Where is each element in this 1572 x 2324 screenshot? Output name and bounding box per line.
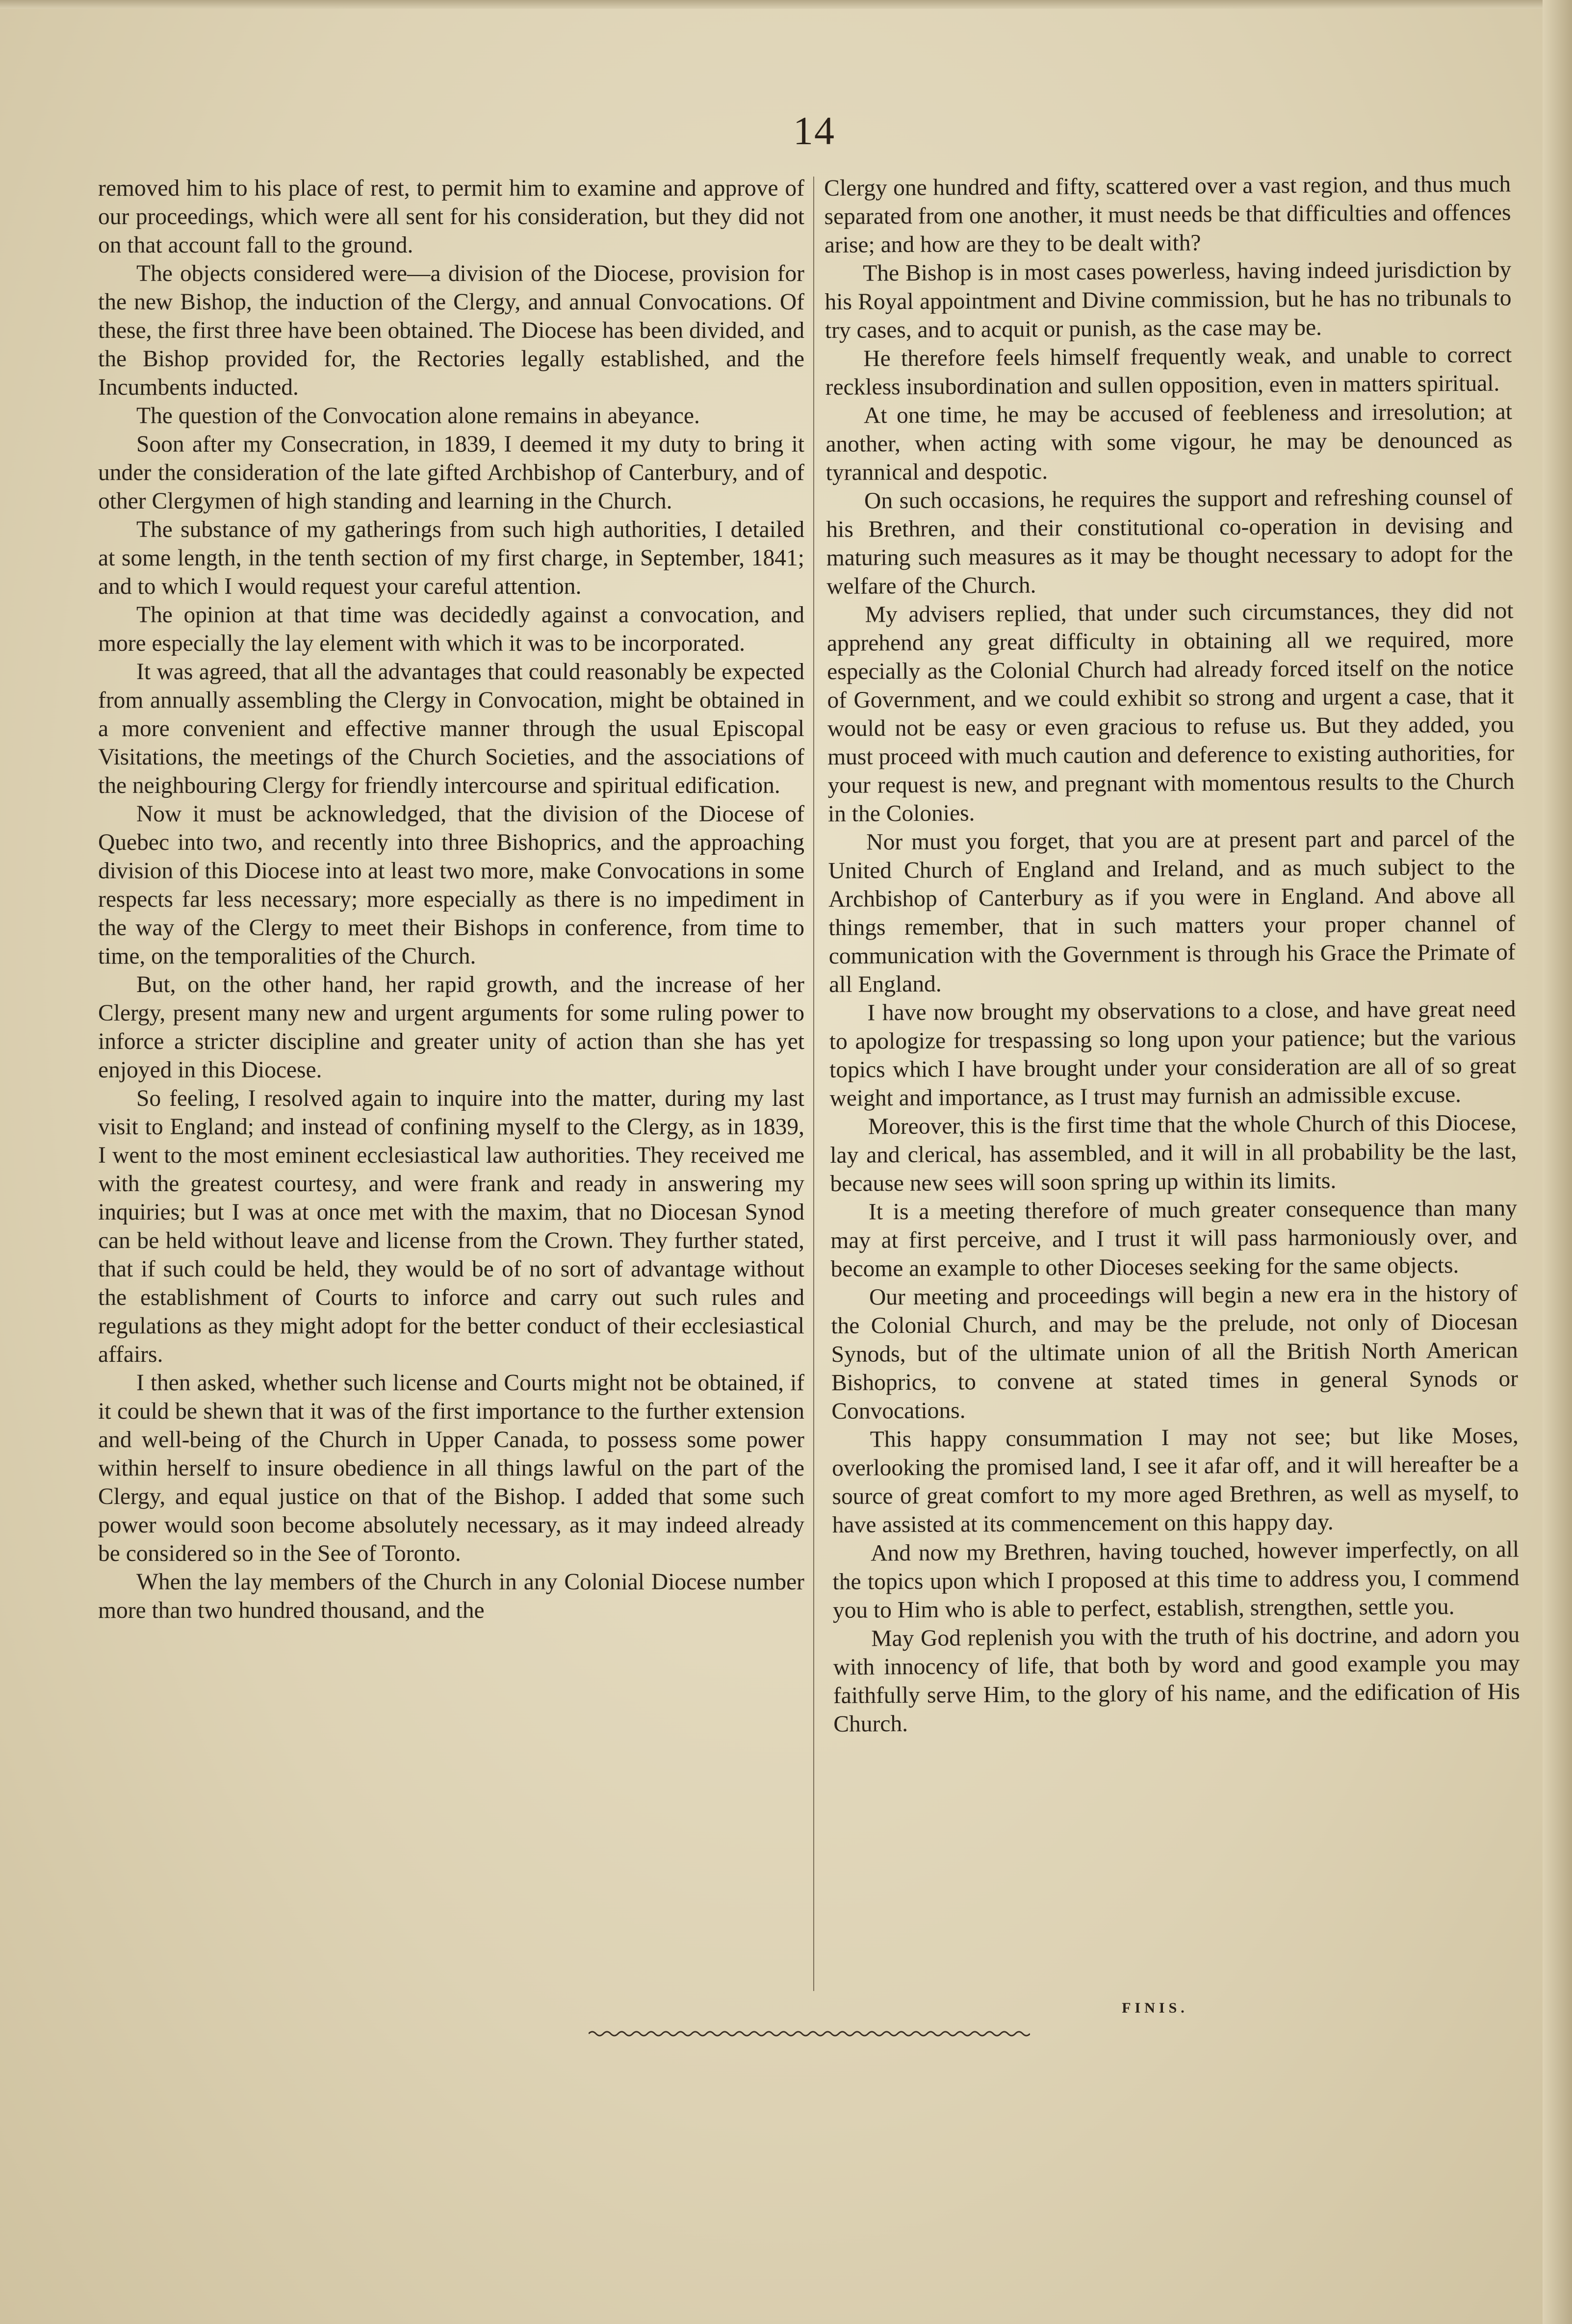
paragraph: At one time, he may be accused of feebleness and irresolution; at another, when acting with some vigour, he may be denounced as tyrannical and despotic. xyxy=(825,399,1513,485)
paragraph: Now it must be acknowledged, that the division of the Diocese of Quebec into two, and recently into three Bishoprics, and the approaching division of this Diocese into at least two more, make Convocations in some respects far less necessary; more especially as there is no impediment in the way of the Clergy to meet their Bishops in conference, from time to time, on the temporalities of the Church. xyxy=(98,801,804,969)
paragraph: Our meeting and proceedings will begin a new era in the history of the Colonial Church, and may be the prelude, not only of Diocesan Synods, but of the ultimate union of all the British North American Bishoprics, to convene at stated times in general Synods or Convocations. xyxy=(831,1280,1519,1424)
paragraph: The question of the Convocation alone remains in abeyance. xyxy=(136,403,700,429)
column-divider xyxy=(813,177,814,1991)
paragraph: It is a meeting therefore of much greater consequence than many may at first perceive, and I trust it will pass harmoniously over, and become an example to other Dioceses seeking for the same objects. xyxy=(830,1195,1518,1282)
paragraph: My advisers replied, that under such circumstances, they did not apprehend any great difficulty in obtaining all we required, more especially as the Colonial Church had already forced itself on the notice of Government, and we could exhibit so strong and urgent a case, that it would not be easy or even gracious to refuse us. But they added, you must proceed with much caution and deference to existing authorities, for your request is new, and pregnant with momentous results to the Church in the Colonies. xyxy=(826,598,1515,827)
page-top-edge xyxy=(0,0,1572,9)
paragraph: And now my Brethren, having touched, however imperfectly, on all the topics upon which I proposed at this time to address you, I commend you to Him who is able to perfect, establish, strengthen, settle you. xyxy=(832,1536,1520,1623)
paragraph: Moreover, this is the first time that the whole Church of this Diocese, lay and clerical, has assembled, and it will in all probability be the last, because new sees will soon spring up within its limits. xyxy=(830,1110,1517,1197)
paragraph: Clergy one hundred and fifty, scattered over a vast region, and thus much separated from one another, it must needs be that difficulties and offences arise; and how are they to be dealt with? xyxy=(824,171,1511,258)
paragraph: May God replenish you with the truth of his doctrine, and adorn you with innocency of life, that both by word and good example you may faithfully serve Him, to the glory of his name, and the edification of His Church. xyxy=(833,1622,1520,1737)
left-column xyxy=(98,174,804,1625)
paragraph: The Bishop is in most cases powerless, having indeed jurisdiction by his Royal appointment and Divine commission, but he has no tribunals to try cases, and to acquit or punish, as the case may be. xyxy=(825,256,1512,343)
paragraph: It was agreed, that all the advantages that could reasonably be expected from annually assembling the Clergy in Convocation, might be obtained in a more convenient and effective manner through the usual Episcopal Visitations, the meetings of the Church Societies, and the associations of the neighbouring Clergy for friendly intercourse and spiritual edification. xyxy=(98,659,804,798)
paragraph: The substance of my gatherings from such high authorities, I detailed at some length, in the tenth section of my first charge, in September, 1841; and to which I would request your careful attention. xyxy=(98,517,804,599)
finis-label: FINIS. xyxy=(1122,2000,1188,2016)
paragraph: But, on the other hand, her rapid growth, and the increase of her Clergy, present many new and urgent arguments for some ruling power to inforce a stricter discipline and greater unity of action than she has yet enjoyed in this Diocese. xyxy=(98,972,804,1083)
paragraph: Nor must you forget, that you are at present part and parcel of the United Church of England and Ireland, and as much subject to the Archbishop of Canterbury as if you were in England. And above all things remember, that in such matters your proper channel of communication with the Government is through his Grace the Primate of all England. xyxy=(828,825,1516,997)
paragraph: On such occasions, he requires the support and refreshing counsel of his Brethren, and their constitutional co-operation in devising and maturing such measures as it may be thought necessary to adopt for the welfare of the Church. xyxy=(826,484,1513,599)
paragraph: removed him to his place of rest, to permit him to examine and approve of our proceedings, which were all sent for his consideration, but they did not on that account fall to the ground. xyxy=(98,176,804,258)
paragraph: So feeling, I resolved again to inquire into the matter, during my last visit to England; and instead of confining myself to the Clergy, as in 1839, I went to the most eminent ecclesiastical law authorities. They received me with the greatest courtesy, and were frank and ready in answering my inquiries; but I was at once met with the maxim, that no Diocesan Synod can be held without leave and license from the Crown. They further stated, that if such could be held, they would be of no sort of advantage without the establishment of Courts to inforce and carry out such rules and regulations as they might adopt for the better conduct of their ecclesiastical affairs. xyxy=(98,1086,804,1367)
paragraph: I have now brought my observations to a close, and have great need to apologize for trespassing so long upon your patience; but the various topics which I have brought under your consideration are all of so great weight and importance, as I trust may furnish an admissible excuse. xyxy=(829,996,1517,1111)
wavy-rule-ornament xyxy=(589,2028,1030,2040)
paragraph: Soon after my Consecration, in 1839, I deemed it my duty to bring it under the consideration of the late gifted Archbishop of Canterbury, and of other Clergymen of high standing and learning in the Church. xyxy=(98,432,804,514)
paragraph: When the lay members of the Church in any Colonial Diocese number more than two hundred thousand, and the xyxy=(98,1569,804,1623)
page-right-edge xyxy=(1543,0,1572,2324)
paragraph: The objects considered were—a division of the Diocese, provision for the new Bishop, the induction of the Clergy, and annual Convocations. Of these, the first three have been obtained. The Diocese has been divided, and the Bishop provided for, the Rectories legally established, and the Incumbents inducted. xyxy=(98,261,804,400)
page-number: 14 xyxy=(793,108,835,153)
right-column xyxy=(824,170,1520,1738)
paragraph: This happy consummation I may not see; but like Moses, overlooking the promised land, I see it afar off, and it will hereafter be a source of great comfort to my more aged Brethren, as well as myself, to have assisted at its commencement on this happy day. xyxy=(831,1423,1519,1538)
paragraph: I then asked, whether such license and Courts might not be obtained, if it could be shewn that it was of the first importance to the further extension and well-being of the Church in Upper Canada, to possess some power within herself to insure obedience in all things lawful on the part of the Clergy, and equal justice on that of the Bishop. I added that some such power would soon become absolutely necessary, as it may indeed already be considered so in the See of Toronto. xyxy=(98,1370,804,1566)
paragraph: The opinion at that time was decidedly against a convocation, and more especially the lay element with which it was to be incorporated. xyxy=(98,602,804,656)
paragraph: He therefore feels himself frequently weak, and unable to correct reckless insubordination and sullen opposition, even in matters spiritual. xyxy=(825,342,1512,400)
